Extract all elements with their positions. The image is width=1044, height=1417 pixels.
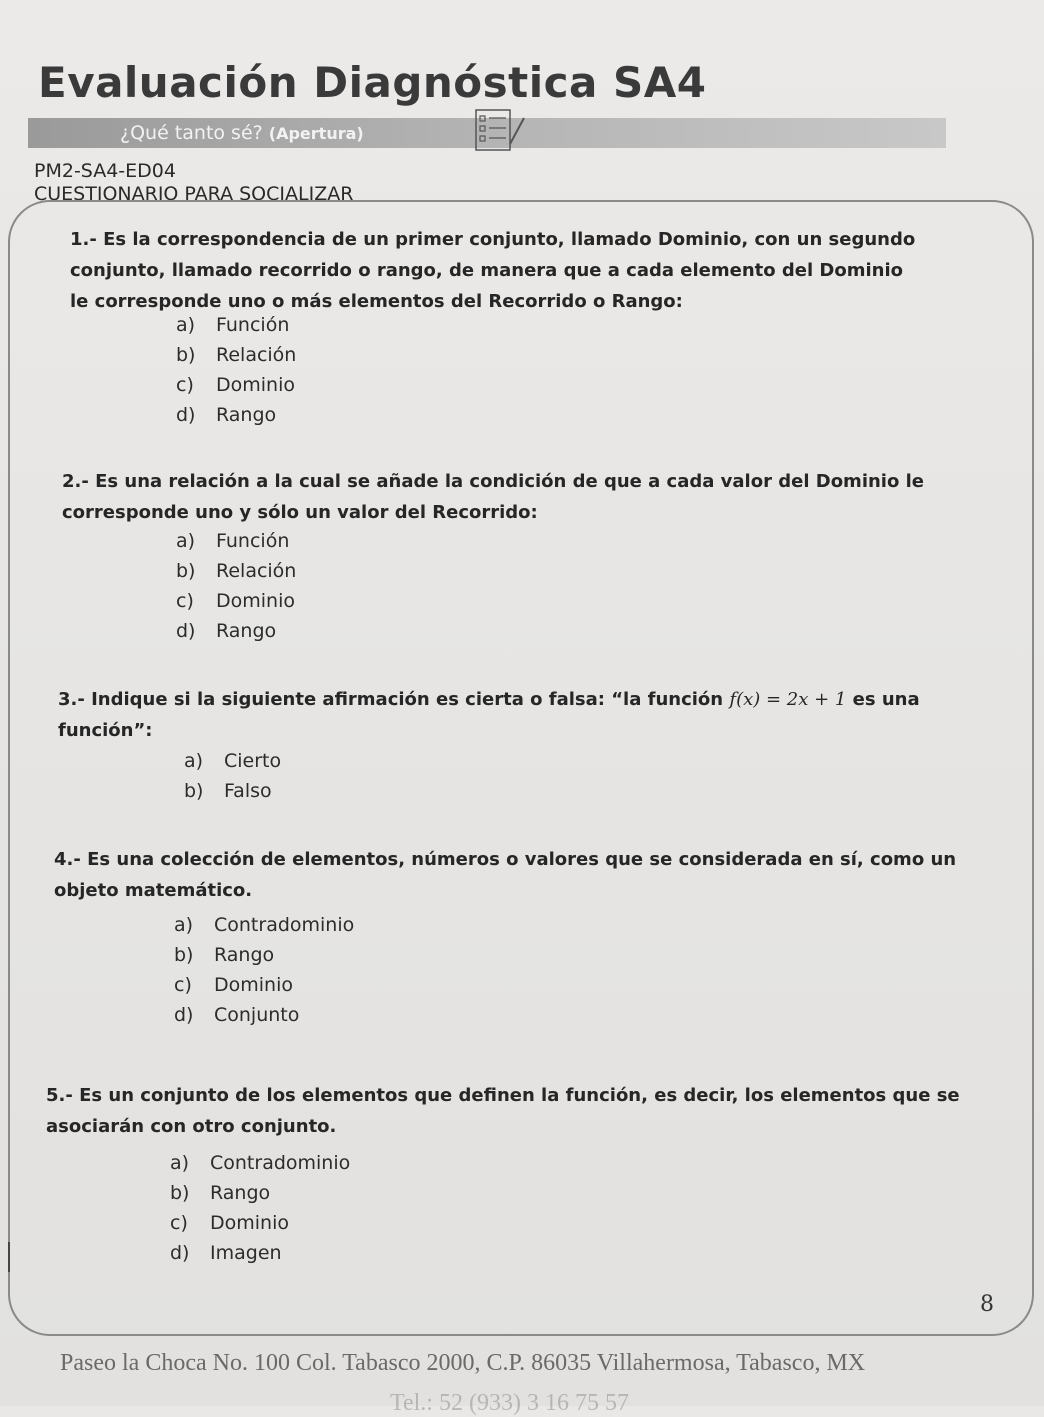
checklist-icon — [470, 104, 530, 154]
footer-phone: Tel.: 52 (933) 3 16 75 57 — [390, 1390, 629, 1416]
section-heading: CUESTIONARIO PARA SOCIALIZAR — [34, 183, 354, 205]
question-1-options — [176, 310, 296, 430]
option-4b[interactable]: b) Rango — [174, 944, 275, 966]
question-3-options — [184, 746, 281, 806]
option-1d[interactable]: d) Rango — [176, 404, 277, 426]
option-5b[interactable]: b) Rango — [170, 1182, 271, 1204]
option-5d[interactable]: d) Imagen — [170, 1242, 282, 1264]
question-4: 4.- Es una colección de elementos, números o valores que se considerada en sí, como un objeto matemático. — [54, 849, 957, 901]
option-3a[interactable]: a) Cierto — [184, 750, 282, 772]
option-4d[interactable]: d) Conjunto — [174, 1004, 300, 1026]
question-4-options — [174, 910, 354, 1030]
option-1a[interactable]: a) Función — [176, 314, 290, 336]
footer-address: Paseo la Choca No. 100 Col. Tabasco 2000, C.P. 86035 Villahermosa, Tabasco, MX — [60, 1350, 866, 1376]
option-4a[interactable]: a) Contradominio — [174, 914, 355, 936]
subtitle-small: (Apertura) — [268, 124, 364, 143]
question-2: 2.- Es una relación a la cual se añade la condición de que a cada valor del Dominio le corresponde uno y sólo un valor del Recorrido: — [62, 471, 924, 523]
question-1: 1.- Es la correspondencia de un primer conjunto, llamado Dominio, con un segundo conjunto, llamado recorrido o rango, de manera que a cada elemento del Dominio le corresponde uno o más elementos del Recorrido o Rango: — [70, 229, 916, 312]
subtitle-text — [120, 122, 364, 144]
option-1c[interactable]: c) Dominio — [176, 374, 295, 396]
subtitle-main: ¿Qué tanto sé? — [120, 122, 263, 144]
question-3: 3.- Indique si la siguiente afirmación es cierta o falsa: “la función f(x) = 2x + 1 es una función”: — [58, 689, 920, 741]
question-5-options — [170, 1148, 350, 1268]
question-2-options — [176, 526, 296, 646]
option-2b[interactable]: b) Relación — [176, 560, 297, 582]
option-2a[interactable]: a) Función — [176, 530, 290, 552]
margin-mark — [8, 1242, 10, 1272]
option-5a[interactable]: a) Contradominio — [170, 1152, 351, 1174]
option-2c[interactable]: c) Dominio — [176, 590, 295, 612]
question-5: 5.- Es un conjunto de los elementos que definen la función, es decir, los elementos que se asociarán con otro conjunto. — [46, 1085, 960, 1137]
option-3b[interactable]: b) Falso — [184, 780, 272, 802]
page-title: Evaluación Diagnóstica SA4 — [38, 58, 707, 107]
document-code: PM2-SA4-ED04 — [34, 160, 176, 182]
questions-frame — [8, 200, 1034, 1336]
option-5c[interactable]: c) Dominio — [170, 1212, 289, 1234]
option-1b[interactable]: b) Relación — [176, 344, 297, 366]
option-2d[interactable]: d) Rango — [176, 620, 277, 642]
page-number: 8 — [980, 1292, 994, 1317]
function-formula: f(x) = 2x + 1 — [729, 689, 847, 710]
option-4c[interactable]: c) Dominio — [174, 974, 293, 996]
